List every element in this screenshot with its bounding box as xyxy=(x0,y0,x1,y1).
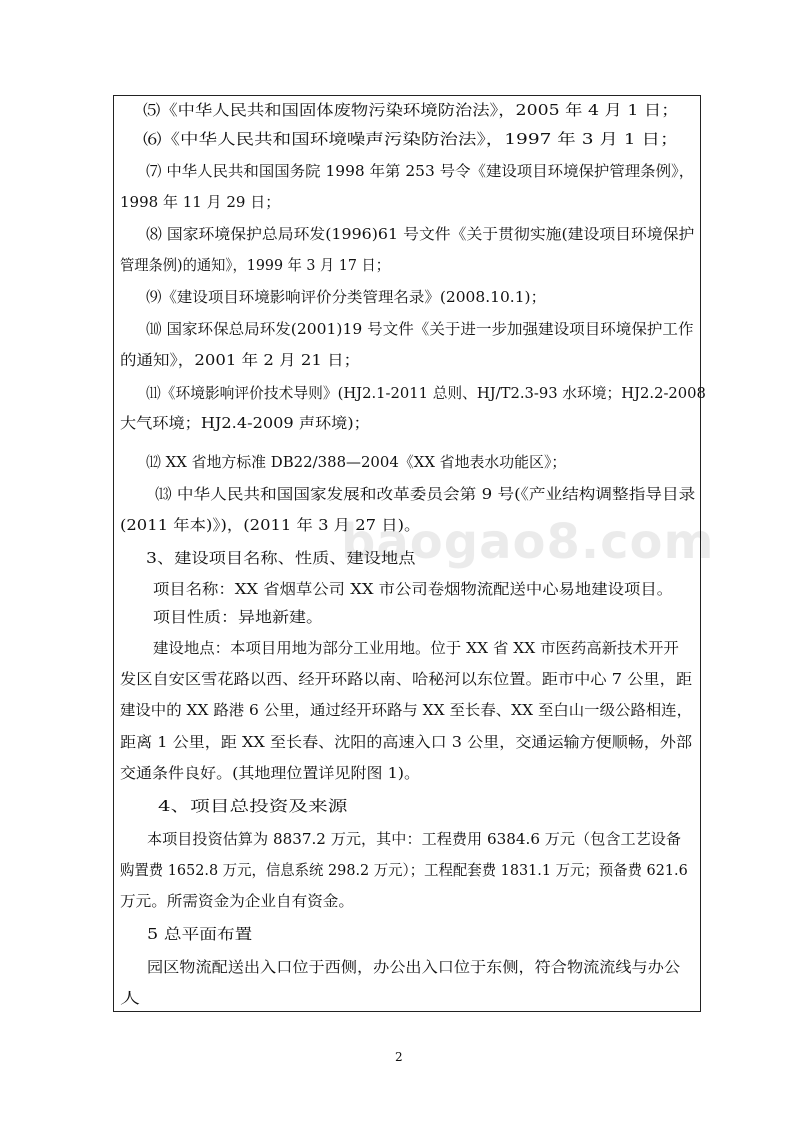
text-line: 距离 1 公里，距 XX 至长春、沈阳的高速入口 3 公里，交通运输方便顺畅，外部 xyxy=(120,733,693,751)
text-line: 项目名称：XX 省烟草公司 XX 市公司卷烟物流配送中心易地建设项目。 xyxy=(153,580,674,598)
text-line: 1998 年 11 月 29 日； xyxy=(120,193,281,211)
text-line: 3、建设项目名称、性质、建设地点 xyxy=(146,549,416,567)
text-line: ⑾《环境影响评价技术导则》(HJ2.1-2011 总则、HJ/T2.3-93 水环境；HJ2.2-2008 xyxy=(146,384,706,402)
page-number: 2 xyxy=(395,1050,403,1064)
text-line: 5 总平面布置 xyxy=(147,925,253,943)
text-line: 购置费 1652.8 万元，信息系统 298.2 万元）；工程配套费 1831.1 万元；预备费 621.6 xyxy=(120,861,688,879)
text-line: 发区自安区雪花路以西、经开环路以南、哈秘河以东位置。距市中心 7 公里，距 xyxy=(120,670,693,688)
text-line: 的通知》，2001 年 2 月 21 日； xyxy=(120,351,361,369)
text-line: 4、项目总投资及来源 xyxy=(158,797,348,815)
text-line: ⑹《中华人民共和国环境噪声污染防治法》，1997 年 3 月 1 日； xyxy=(143,130,679,148)
text-line: 交通条件良好。(其地理位置详见附图 1)。 xyxy=(120,764,421,782)
text-line: ⒀ 中华人民共和国国家发展和改革委员会第 9 号(《产业结构调整指导目录 xyxy=(155,485,696,503)
text-line: ⑿ XX 省地方标准 DB22/388—2004《XX 省地表水功能区》； xyxy=(146,453,567,471)
text-line: 园区物流配送出入口位于西侧，办公出入口位于东侧，符合物流流线与办公 xyxy=(147,958,681,976)
text-line: ⑺ 中华人民共和国国务院 1998 年第 253 号令《建设项目环境保护管理条例》， xyxy=(146,162,695,180)
text-line: ⑻ 国家环境保护总局环发(1996)61 号文件《关于贯彻实施(建设项目环境保护 xyxy=(146,225,695,243)
text-line: 本项目投资估算为 8837.2 万元，其中：工程费用 6384.6 万元（包含工艺设备 xyxy=(147,830,682,848)
text-line: (2011 年本)》)，(2011 年 3 月 27 日)。 xyxy=(120,516,421,534)
text-line: 万元。所需资金为企业自有资金。 xyxy=(120,892,355,910)
watermark: baogao8.com xyxy=(341,514,715,570)
text-line: 建设中的 XX 路港 6 公里，通过经开环路与 XX 至长春、XX 至白山一级公路相连， xyxy=(120,701,692,719)
text-line: ⑽ 国家环保总局环发(2001)19 号文件《关于进一步加强建设项目环境保护工作 xyxy=(146,320,694,338)
text-line: ⑼《建设项目环境影响评价分类管理名录》(2008.10.1)； xyxy=(146,288,547,306)
text-line: 项目性质：异地新建。 xyxy=(153,608,324,626)
text-line: 建设地点：本项目用地为部分工业用地。位于 XX 省 XX 市医药高新技术开开 xyxy=(153,639,679,657)
text-line: 人 xyxy=(120,989,141,1007)
text-line: 管理条例)的通知》，1999 年 3 月 17 日； xyxy=(120,256,390,274)
text-line: ⑸《中华人民共和国固体废物污染环境防治法》，2005 年 4 月 1 日； xyxy=(143,101,679,119)
text-line: 大气环境；HJ2.4-2009 声环境)； xyxy=(120,414,370,432)
